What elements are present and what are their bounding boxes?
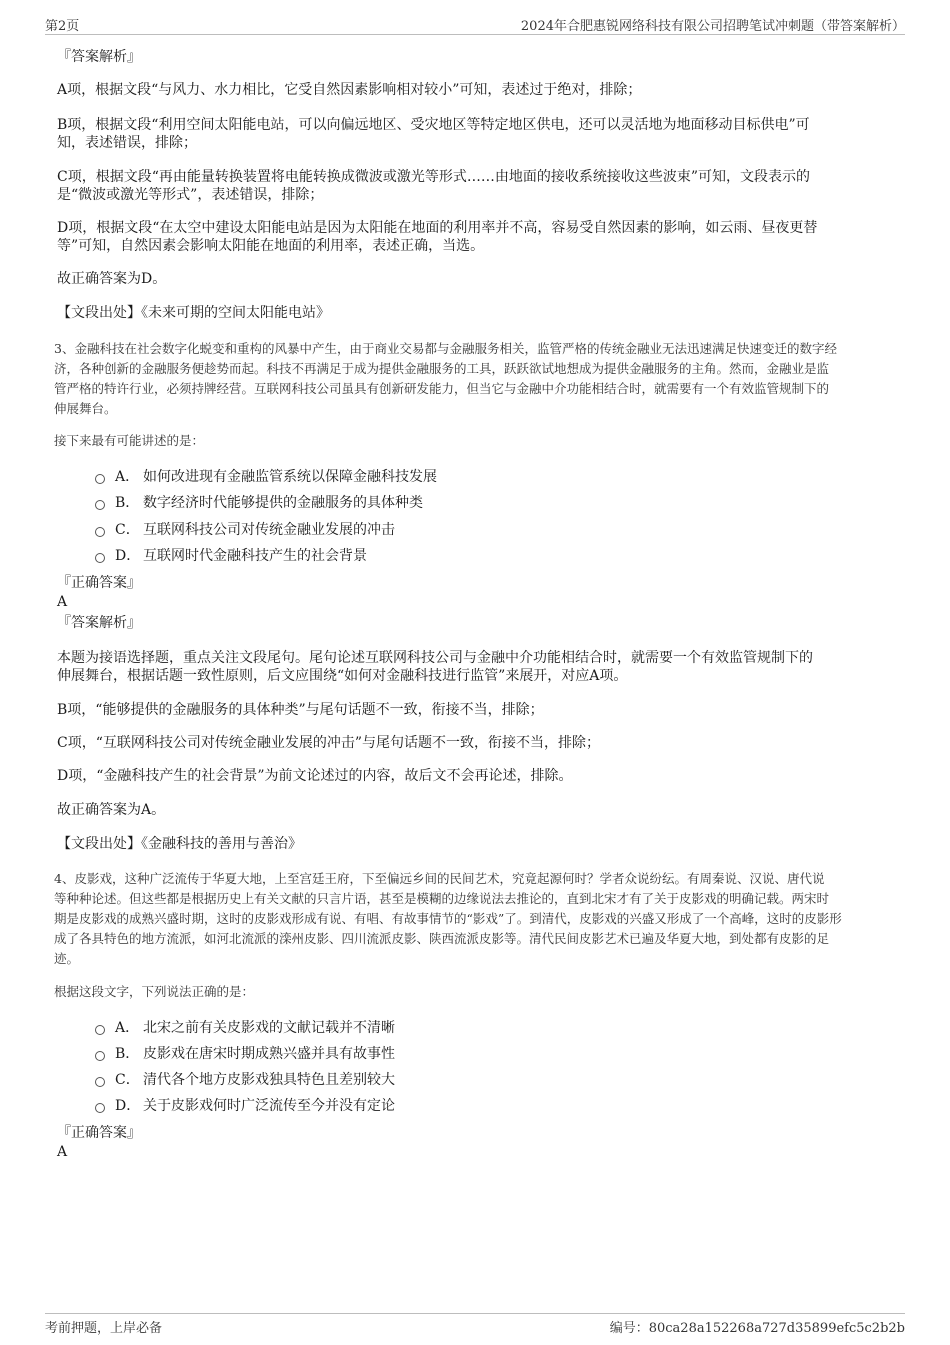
q4-option-a[interactable]: A． 北宋之前有关皮影戏的文献记载并不清晰 xyxy=(95,1018,395,1038)
q4-stem-line2: 等种种论述。但这些都是根据历史上有关文献的只言片语，甚至是模糊的边缘说法去推论的，直到北宋才有了关于皮影戏的明确记载。两宋时 xyxy=(54,891,830,906)
q4-prompt: 根据这段文字，下列说法正确的是： xyxy=(54,984,255,999)
footer-slogan: 考前押题，上岸必备 xyxy=(45,1321,163,1336)
q4-stem-line1: 4、皮影戏，这种广泛流传于华夏大地，上至宫廷王府，下至偏远乡间的民间艺术，究竟起源何时？学者众说纷纭。有周秦说、汉说、唐代说 xyxy=(54,871,825,886)
q3-analysis-c: C项，“互联网科技公司对传统金融业发展的冲击”与尾句话题不一致，衔接不当，排除； xyxy=(57,735,601,751)
option-text: 数字经济时代能够提供的金融服务的具体种类 xyxy=(143,495,423,511)
q3-analysis-line1: 本题为接语选择题，重点关注文段尾句。尾句论述互联网科技公司与金融中介功能相结合时，就需要一个有效监管规制下的 xyxy=(57,650,813,666)
analysis-conclusion: 故正确答案为D。 xyxy=(57,271,167,287)
radio-circle-icon[interactable] xyxy=(95,1077,105,1087)
option-text: 关于皮影戏何时广泛流传至今并没有定论 xyxy=(143,1098,395,1114)
option-text: 如何改进现有金融监管系统以保障金融科技发展 xyxy=(143,469,437,485)
q3-option-d[interactable]: D． 互联网时代金融科技产生的社会背景 xyxy=(95,546,367,566)
radio-circle-icon[interactable] xyxy=(95,500,105,510)
q3-source: 【文段出处】《金融科技的善用与善治》 xyxy=(57,836,302,852)
analysis-label: 『答案解析』 xyxy=(57,49,141,65)
q4-option-c[interactable]: C． 清代各个地方皮影戏独具特色且差别较大 xyxy=(95,1070,395,1090)
q3-option-c[interactable]: C． 互联网科技公司对传统金融业发展的冲击 xyxy=(95,520,395,540)
option-text: 清代各个地方皮影戏独具特色且差别较大 xyxy=(143,1072,395,1088)
analysis-b-line1: B项，根据文段“利用空间太阳能电站，可以向偏远地区、受灾地区等特定地区供电，还可以灵活地为地面移动目标供电”可 xyxy=(57,117,810,133)
radio-circle-icon[interactable] xyxy=(95,474,105,484)
q3-answer-label: 『正确答案』 xyxy=(57,575,141,591)
page-header xyxy=(45,14,905,35)
analysis-b-line2: 知，表述错误，排除； xyxy=(57,135,197,151)
radio-circle-icon[interactable] xyxy=(95,553,105,563)
analysis-a: A项，根据文段“与风力、水力相比，它受自然因素影响相对较小”可知，表述过于绝对，排除； xyxy=(57,82,642,98)
analysis-c-line1: C项，根据文段“再由能量转换装置将电能转换成微波或激光等形式……由地面的接收系统接收这些波束”可知，文段表示的 xyxy=(57,169,811,185)
document-title: 2024年合肥惠锐网络科技有限公司招聘笔试冲刺题（带答案解析） xyxy=(520,19,905,34)
radio-circle-icon[interactable] xyxy=(95,1103,105,1113)
q4-stem-line3: 期是皮影戏的成熟兴盛时期，这时的皮影戏形成有说、有唱、有故事情节的“影戏”了。到清代，皮影戏的兴盛又形成了一个高峰，这时的皮影形 xyxy=(54,911,842,926)
option-text: 互联网时代金融科技产生的社会背景 xyxy=(143,548,367,564)
q4-option-b[interactable]: B． 皮影戏在唐宋时期成熟兴盛并具有故事性 xyxy=(95,1044,395,1064)
q3-analysis-line2: 伸展舞台，根据话题一致性原则，后文应围绕“如何对金融科技进行监管”来展开，对应A项。 xyxy=(57,668,628,684)
q3-conclusion: 故正确答案为A。 xyxy=(57,802,166,818)
radio-circle-icon[interactable] xyxy=(95,527,105,537)
document-id: 编号：80ca28a152268a727d35899efc5c2b2b xyxy=(609,1321,905,1336)
q4-answer: A xyxy=(57,1144,68,1160)
analysis-d-line1: D项，根据文段“在太空中建设太阳能电站是因为太阳能在地面的利用率并不高，容易受自然因素的影响，如云雨、昼夜更替 xyxy=(57,220,818,236)
page-number: 第2页 xyxy=(45,19,80,34)
option-text: 互联网科技公司对传统金融业发展的冲击 xyxy=(143,522,395,538)
radio-circle-icon[interactable] xyxy=(95,1051,105,1061)
analysis-source: 【文段出处】《未来可期的空间太阳能电站》 xyxy=(57,305,330,321)
q4-stem-line4: 成了各具特色的地方流派，如河北流派的滦州皮影、四川流派皮影、陕西流派皮影等。清代民间皮影艺术已遍及华夏大地，到处都有皮影的足 xyxy=(54,931,830,946)
q3-analysis-b: B项，“能够提供的金融服务的具体种类”与尾句话题不一致，衔接不当，排除； xyxy=(57,702,544,718)
q3-option-b[interactable]: B． 数字经济时代能够提供的金融服务的具体种类 xyxy=(95,493,423,513)
q3-prompt: 接下来最有可能讲述的是： xyxy=(54,433,205,448)
q3-stem-line3: 管严格的特许行业，必须持牌经营。互联网科技公司虽具有创新研发能力，但当它与金融中介功能相结合时，就需要有一个有效监管规制下的 xyxy=(54,381,830,396)
analysis-c-line2: 是“微波或激光等形式”，表述错误，排除； xyxy=(57,187,324,203)
page-footer xyxy=(45,1313,905,1336)
analysis-d-line2: 等”可知，自然因素会影响太阳能在地面的利用率，表述正确，当选。 xyxy=(57,238,485,254)
radio-circle-icon[interactable] xyxy=(95,1025,105,1035)
q3-option-a[interactable]: A． 如何改进现有金融监管系统以保障金融科技发展 xyxy=(95,467,437,487)
q3-analysis-d: D项，“金融科技产生的社会背景”为前文论述过的内容，故后文不会再论述，排除。 xyxy=(57,768,573,784)
q3-answer: A xyxy=(57,594,68,610)
q3-stem-line1: 3、金融科技在社会数字化蜕变和重构的风暴中产生，由于商业交易都与金融服务相关，监管严格的传统金融业无法迅速满足快速变迁的数字经 xyxy=(54,341,837,356)
option-text: 皮影戏在唐宋时期成熟兴盛并具有故事性 xyxy=(143,1046,395,1062)
q3-stem-line2: 济，各种创新的金融服务便趁势而起。科技不再满足于成为提供金融服务的工具，跃跃欲试地想成为提供金融服务的主角。然而，金融业是监 xyxy=(54,361,830,376)
q4-answer-label: 『正确答案』 xyxy=(57,1125,141,1141)
q4-option-d[interactable]: D． 关于皮影戏何时广泛流传至今并没有定论 xyxy=(95,1096,395,1116)
q4-stem-line5: 迹。 xyxy=(54,951,80,966)
q3-analysis-label: 『答案解析』 xyxy=(57,615,141,631)
q3-stem-line4: 伸展舞台。 xyxy=(54,401,117,416)
option-text: 北宋之前有关皮影戏的文献记载并不清晰 xyxy=(143,1020,395,1036)
